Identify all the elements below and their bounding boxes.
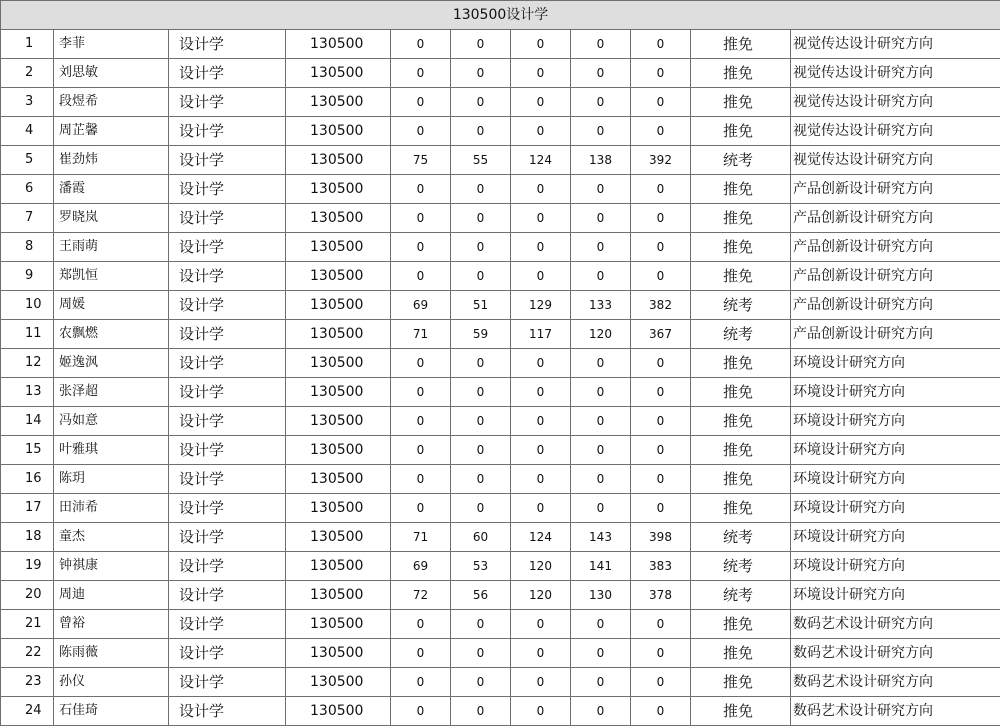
table-row xyxy=(1,146,1000,175)
score-3-cell: 0 xyxy=(511,233,571,262)
student-name-cell: 罗晓岚 xyxy=(54,204,169,233)
student-name-cell: 潘霞 xyxy=(54,175,169,204)
score-3-cell: 0 xyxy=(511,59,571,88)
score-2-cell: 60 xyxy=(451,523,511,552)
research-direction-cell: 环境设计研究方向 xyxy=(791,552,1000,581)
total-score-cell: 0 xyxy=(631,407,691,436)
research-direction-cell: 环境设计研究方向 xyxy=(791,581,1000,610)
table-row xyxy=(1,523,1000,552)
major-name-cell: 设计学 xyxy=(169,552,286,581)
score-3-cell: 0 xyxy=(511,436,571,465)
table-row xyxy=(1,697,1000,726)
score-3-cell: 0 xyxy=(511,407,571,436)
score-2-cell: 0 xyxy=(451,465,511,494)
total-score-cell: 0 xyxy=(631,378,691,407)
row-number-cell: 20 xyxy=(1,581,54,610)
table-title: 130500设计学 xyxy=(1,1,1000,30)
score-3-cell: 0 xyxy=(511,349,571,378)
student-name-cell: 孙仪 xyxy=(54,668,169,697)
research-direction-cell: 数码艺术设计研究方向 xyxy=(791,610,1000,639)
score-4-cell: 0 xyxy=(571,668,631,697)
score-1-cell: 0 xyxy=(391,349,451,378)
score-2-cell: 55 xyxy=(451,146,511,175)
score-1-cell: 0 xyxy=(391,407,451,436)
row-number-cell: 21 xyxy=(1,610,54,639)
score-2-cell: 0 xyxy=(451,407,511,436)
major-name-cell: 设计学 xyxy=(169,639,286,668)
admission-type-cell: 统考 xyxy=(691,581,791,610)
score-3-cell: 0 xyxy=(511,610,571,639)
admission-type-cell: 推免 xyxy=(691,349,791,378)
research-direction-cell: 产品创新设计研究方向 xyxy=(791,262,1000,291)
score-2-cell: 0 xyxy=(451,59,511,88)
row-number-cell: 23 xyxy=(1,668,54,697)
research-direction-cell: 产品创新设计研究方向 xyxy=(791,291,1000,320)
student-name-cell: 冯如意 xyxy=(54,407,169,436)
score-1-cell: 0 xyxy=(391,465,451,494)
major-code-cell: 130500 xyxy=(286,610,391,639)
score-4-cell: 141 xyxy=(571,552,631,581)
major-code-cell: 130500 xyxy=(286,552,391,581)
score-4-cell: 0 xyxy=(571,117,631,146)
major-code-cell: 130500 xyxy=(286,581,391,610)
research-direction-cell: 环境设计研究方向 xyxy=(791,407,1000,436)
score-4-cell: 0 xyxy=(571,407,631,436)
student-name-cell: 张泽超 xyxy=(54,378,169,407)
major-name-cell: 设计学 xyxy=(169,117,286,146)
major-name-cell: 设计学 xyxy=(169,146,286,175)
table-row xyxy=(1,349,1000,378)
major-name-cell: 设计学 xyxy=(169,494,286,523)
total-score-cell: 0 xyxy=(631,117,691,146)
score-2-cell: 0 xyxy=(451,175,511,204)
research-direction-cell: 数码艺术设计研究方向 xyxy=(791,697,1000,726)
student-name-cell: 王雨萌 xyxy=(54,233,169,262)
score-1-cell: 0 xyxy=(391,175,451,204)
score-2-cell: 0 xyxy=(451,610,511,639)
score-1-cell: 0 xyxy=(391,204,451,233)
table-row xyxy=(1,668,1000,697)
admission-type-cell: 推免 xyxy=(691,639,791,668)
major-code-cell: 130500 xyxy=(286,436,391,465)
row-number-cell: 13 xyxy=(1,378,54,407)
major-code-cell: 130500 xyxy=(286,407,391,436)
table-header-row xyxy=(1,1,1000,30)
score-2-cell: 0 xyxy=(451,117,511,146)
major-name-cell: 设计学 xyxy=(169,88,286,117)
student-name-cell: 周媛 xyxy=(54,291,169,320)
score-4-cell: 133 xyxy=(571,291,631,320)
major-name-cell: 设计学 xyxy=(169,407,286,436)
admission-type-cell: 推免 xyxy=(691,494,791,523)
research-direction-cell: 环境设计研究方向 xyxy=(791,349,1000,378)
score-4-cell: 0 xyxy=(571,175,631,204)
score-3-cell: 117 xyxy=(511,320,571,349)
row-number-cell: 3 xyxy=(1,88,54,117)
score-4-cell: 0 xyxy=(571,610,631,639)
row-number-cell: 15 xyxy=(1,436,54,465)
score-3-cell: 0 xyxy=(511,30,571,59)
research-direction-cell: 产品创新设计研究方向 xyxy=(791,204,1000,233)
major-code-cell: 130500 xyxy=(286,59,391,88)
score-4-cell: 0 xyxy=(571,697,631,726)
student-name-cell: 刘思敏 xyxy=(54,59,169,88)
admission-type-cell: 统考 xyxy=(691,320,791,349)
table-body xyxy=(1,1,1000,726)
score-3-cell: 0 xyxy=(511,262,571,291)
major-code-cell: 130500 xyxy=(286,204,391,233)
research-direction-cell: 视觉传达设计研究方向 xyxy=(791,117,1000,146)
row-number-cell: 11 xyxy=(1,320,54,349)
table-row xyxy=(1,262,1000,291)
major-name-cell: 设计学 xyxy=(169,291,286,320)
score-3-cell: 0 xyxy=(511,697,571,726)
admission-type-cell: 推免 xyxy=(691,88,791,117)
row-number-cell: 19 xyxy=(1,552,54,581)
score-2-cell: 51 xyxy=(451,291,511,320)
score-1-cell: 0 xyxy=(391,59,451,88)
score-2-cell: 0 xyxy=(451,30,511,59)
research-direction-cell: 环境设计研究方向 xyxy=(791,523,1000,552)
table-row xyxy=(1,175,1000,204)
score-4-cell: 0 xyxy=(571,349,631,378)
admission-type-cell: 推免 xyxy=(691,407,791,436)
score-3-cell: 0 xyxy=(511,668,571,697)
major-name-cell: 设计学 xyxy=(169,465,286,494)
score-1-cell: 72 xyxy=(391,581,451,610)
table-row xyxy=(1,407,1000,436)
score-1-cell: 0 xyxy=(391,88,451,117)
admission-type-cell: 统考 xyxy=(691,291,791,320)
total-score-cell: 0 xyxy=(631,233,691,262)
major-code-cell: 130500 xyxy=(286,262,391,291)
admission-type-cell: 推免 xyxy=(691,262,791,291)
score-4-cell: 0 xyxy=(571,204,631,233)
score-1-cell: 0 xyxy=(391,668,451,697)
research-direction-cell: 环境设计研究方向 xyxy=(791,494,1000,523)
score-4-cell: 0 xyxy=(571,436,631,465)
score-4-cell: 0 xyxy=(571,494,631,523)
row-number-cell: 16 xyxy=(1,465,54,494)
research-direction-cell: 环境设计研究方向 xyxy=(791,378,1000,407)
score-2-cell: 0 xyxy=(451,697,511,726)
admission-type-cell: 推免 xyxy=(691,59,791,88)
score-3-cell: 0 xyxy=(511,204,571,233)
score-2-cell: 0 xyxy=(451,204,511,233)
row-number-cell: 1 xyxy=(1,30,54,59)
admission-type-cell: 推免 xyxy=(691,436,791,465)
score-4-cell: 138 xyxy=(571,146,631,175)
student-name-cell: 周迪 xyxy=(54,581,169,610)
score-4-cell: 0 xyxy=(571,30,631,59)
research-direction-cell: 环境设计研究方向 xyxy=(791,465,1000,494)
row-number-cell: 12 xyxy=(1,349,54,378)
total-score-cell: 382 xyxy=(631,291,691,320)
major-code-cell: 130500 xyxy=(286,88,391,117)
score-4-cell: 0 xyxy=(571,262,631,291)
admission-type-cell: 统考 xyxy=(691,552,791,581)
student-name-cell: 李菲 xyxy=(54,30,169,59)
total-score-cell: 0 xyxy=(631,436,691,465)
admission-type-cell: 推免 xyxy=(691,697,791,726)
student-name-cell: 姬逸沨 xyxy=(54,349,169,378)
admission-type-cell: 推免 xyxy=(691,175,791,204)
row-number-cell: 4 xyxy=(1,117,54,146)
total-score-cell: 0 xyxy=(631,610,691,639)
row-number-cell: 5 xyxy=(1,146,54,175)
major-name-cell: 设计学 xyxy=(169,581,286,610)
research-direction-cell: 环境设计研究方向 xyxy=(791,436,1000,465)
score-1-cell: 0 xyxy=(391,117,451,146)
score-4-cell: 0 xyxy=(571,88,631,117)
total-score-cell: 0 xyxy=(631,175,691,204)
total-score-cell: 0 xyxy=(631,668,691,697)
row-number-cell: 22 xyxy=(1,639,54,668)
score-1-cell: 0 xyxy=(391,639,451,668)
score-1-cell: 0 xyxy=(391,378,451,407)
admission-type-cell: 推免 xyxy=(691,378,791,407)
student-name-cell: 童杰 xyxy=(54,523,169,552)
score-3-cell: 0 xyxy=(511,639,571,668)
major-code-cell: 130500 xyxy=(286,494,391,523)
row-number-cell: 2 xyxy=(1,59,54,88)
score-2-cell: 0 xyxy=(451,436,511,465)
total-score-cell: 392 xyxy=(631,146,691,175)
major-code-cell: 130500 xyxy=(286,30,391,59)
major-name-cell: 设计学 xyxy=(169,262,286,291)
row-number-cell: 18 xyxy=(1,523,54,552)
score-2-cell: 0 xyxy=(451,494,511,523)
score-2-cell: 53 xyxy=(451,552,511,581)
major-code-cell: 130500 xyxy=(286,349,391,378)
total-score-cell: 378 xyxy=(631,581,691,610)
research-direction-cell: 视觉传达设计研究方向 xyxy=(791,88,1000,117)
total-score-cell: 367 xyxy=(631,320,691,349)
major-code-cell: 130500 xyxy=(286,378,391,407)
table-row xyxy=(1,117,1000,146)
score-1-cell: 71 xyxy=(391,320,451,349)
row-number-cell: 14 xyxy=(1,407,54,436)
score-2-cell: 0 xyxy=(451,639,511,668)
score-2-cell: 59 xyxy=(451,320,511,349)
row-number-cell: 8 xyxy=(1,233,54,262)
admission-type-cell: 推免 xyxy=(691,204,791,233)
student-name-cell: 崔劲炜 xyxy=(54,146,169,175)
student-name-cell: 钟祺康 xyxy=(54,552,169,581)
student-name-cell: 周芷馨 xyxy=(54,117,169,146)
admission-type-cell: 推免 xyxy=(691,668,791,697)
table-row xyxy=(1,320,1000,349)
research-direction-cell: 产品创新设计研究方向 xyxy=(791,175,1000,204)
student-name-cell: 田沛希 xyxy=(54,494,169,523)
student-name-cell: 农飘燃 xyxy=(54,320,169,349)
table-row xyxy=(1,291,1000,320)
score-3-cell: 0 xyxy=(511,465,571,494)
score-2-cell: 0 xyxy=(451,88,511,117)
score-1-cell: 69 xyxy=(391,291,451,320)
major-name-cell: 设计学 xyxy=(169,30,286,59)
major-name-cell: 设计学 xyxy=(169,349,286,378)
major-name-cell: 设计学 xyxy=(169,697,286,726)
score-1-cell: 0 xyxy=(391,697,451,726)
total-score-cell: 0 xyxy=(631,204,691,233)
score-2-cell: 56 xyxy=(451,581,511,610)
major-code-cell: 130500 xyxy=(286,175,391,204)
major-name-cell: 设计学 xyxy=(169,59,286,88)
score-4-cell: 0 xyxy=(571,465,631,494)
score-1-cell: 75 xyxy=(391,146,451,175)
student-name-cell: 曾裕 xyxy=(54,610,169,639)
table-row xyxy=(1,30,1000,59)
score-1-cell: 69 xyxy=(391,552,451,581)
table-row xyxy=(1,378,1000,407)
research-direction-cell: 产品创新设计研究方向 xyxy=(791,320,1000,349)
research-direction-cell: 视觉传达设计研究方向 xyxy=(791,30,1000,59)
score-1-cell: 0 xyxy=(391,30,451,59)
admission-type-cell: 推免 xyxy=(691,117,791,146)
score-1-cell: 0 xyxy=(391,494,451,523)
student-name-cell: 郑凯恒 xyxy=(54,262,169,291)
major-name-cell: 设计学 xyxy=(169,668,286,697)
student-name-cell: 石佳琦 xyxy=(54,697,169,726)
research-direction-cell: 视觉传达设计研究方向 xyxy=(791,59,1000,88)
score-4-cell: 0 xyxy=(571,639,631,668)
table-row xyxy=(1,88,1000,117)
score-4-cell: 120 xyxy=(571,320,631,349)
score-4-cell: 0 xyxy=(571,233,631,262)
row-number-cell: 6 xyxy=(1,175,54,204)
total-score-cell: 0 xyxy=(631,465,691,494)
total-score-cell: 383 xyxy=(631,552,691,581)
table-row xyxy=(1,610,1000,639)
score-1-cell: 0 xyxy=(391,610,451,639)
table-row xyxy=(1,436,1000,465)
admission-type-cell: 推免 xyxy=(691,233,791,262)
major-name-cell: 设计学 xyxy=(169,320,286,349)
score-1-cell: 0 xyxy=(391,233,451,262)
score-3-cell: 124 xyxy=(511,146,571,175)
table-row xyxy=(1,581,1000,610)
major-code-cell: 130500 xyxy=(286,146,391,175)
admission-type-cell: 统考 xyxy=(691,146,791,175)
research-direction-cell: 视觉传达设计研究方向 xyxy=(791,146,1000,175)
student-name-cell: 段煜希 xyxy=(54,88,169,117)
research-direction-cell: 数码艺术设计研究方向 xyxy=(791,639,1000,668)
admission-type-cell: 推免 xyxy=(691,30,791,59)
student-name-cell: 陈玥 xyxy=(54,465,169,494)
total-score-cell: 0 xyxy=(631,59,691,88)
major-code-cell: 130500 xyxy=(286,117,391,146)
total-score-cell: 0 xyxy=(631,639,691,668)
row-number-cell: 24 xyxy=(1,697,54,726)
major-code-cell: 130500 xyxy=(286,697,391,726)
table-row xyxy=(1,639,1000,668)
major-name-cell: 设计学 xyxy=(169,175,286,204)
major-code-cell: 130500 xyxy=(286,639,391,668)
score-3-cell: 120 xyxy=(511,552,571,581)
score-3-cell: 0 xyxy=(511,378,571,407)
admission-type-cell: 统考 xyxy=(691,523,791,552)
score-3-cell: 120 xyxy=(511,581,571,610)
total-score-cell: 398 xyxy=(631,523,691,552)
major-name-cell: 设计学 xyxy=(169,610,286,639)
score-3-cell: 0 xyxy=(511,88,571,117)
total-score-cell: 0 xyxy=(631,494,691,523)
score-4-cell: 143 xyxy=(571,523,631,552)
score-3-cell: 124 xyxy=(511,523,571,552)
major-name-cell: 设计学 xyxy=(169,233,286,262)
score-2-cell: 0 xyxy=(451,262,511,291)
research-direction-cell: 数码艺术设计研究方向 xyxy=(791,668,1000,697)
major-code-cell: 130500 xyxy=(286,668,391,697)
score-4-cell: 0 xyxy=(571,59,631,88)
major-code-cell: 130500 xyxy=(286,523,391,552)
row-number-cell: 10 xyxy=(1,291,54,320)
score-1-cell: 0 xyxy=(391,262,451,291)
table-row xyxy=(1,465,1000,494)
table-row xyxy=(1,59,1000,88)
major-code-cell: 130500 xyxy=(286,233,391,262)
score-2-cell: 0 xyxy=(451,233,511,262)
total-score-cell: 0 xyxy=(631,262,691,291)
table-row xyxy=(1,552,1000,581)
major-code-cell: 130500 xyxy=(286,320,391,349)
major-name-cell: 设计学 xyxy=(169,204,286,233)
score-3-cell: 129 xyxy=(511,291,571,320)
score-3-cell: 0 xyxy=(511,494,571,523)
score-1-cell: 0 xyxy=(391,436,451,465)
row-number-cell: 17 xyxy=(1,494,54,523)
score-4-cell: 0 xyxy=(571,378,631,407)
total-score-cell: 0 xyxy=(631,349,691,378)
student-name-cell: 陈雨薇 xyxy=(54,639,169,668)
score-3-cell: 0 xyxy=(511,175,571,204)
score-2-cell: 0 xyxy=(451,668,511,697)
research-direction-cell: 产品创新设计研究方向 xyxy=(791,233,1000,262)
row-number-cell: 9 xyxy=(1,262,54,291)
major-code-cell: 130500 xyxy=(286,291,391,320)
total-score-cell: 0 xyxy=(631,30,691,59)
admission-type-cell: 推免 xyxy=(691,610,791,639)
major-code-cell: 130500 xyxy=(286,465,391,494)
total-score-cell: 0 xyxy=(631,88,691,117)
row-number-cell: 7 xyxy=(1,204,54,233)
table-row xyxy=(1,494,1000,523)
score-3-cell: 0 xyxy=(511,117,571,146)
score-2-cell: 0 xyxy=(451,349,511,378)
score-1-cell: 71 xyxy=(391,523,451,552)
score-2-cell: 0 xyxy=(451,378,511,407)
student-name-cell: 叶雅琪 xyxy=(54,436,169,465)
total-score-cell: 0 xyxy=(631,697,691,726)
table-row xyxy=(1,233,1000,262)
major-name-cell: 设计学 xyxy=(169,523,286,552)
table-row xyxy=(1,204,1000,233)
major-name-cell: 设计学 xyxy=(169,436,286,465)
major-name-cell: 设计学 xyxy=(169,378,286,407)
admission-type-cell: 推免 xyxy=(691,465,791,494)
score-4-cell: 130 xyxy=(571,581,631,610)
